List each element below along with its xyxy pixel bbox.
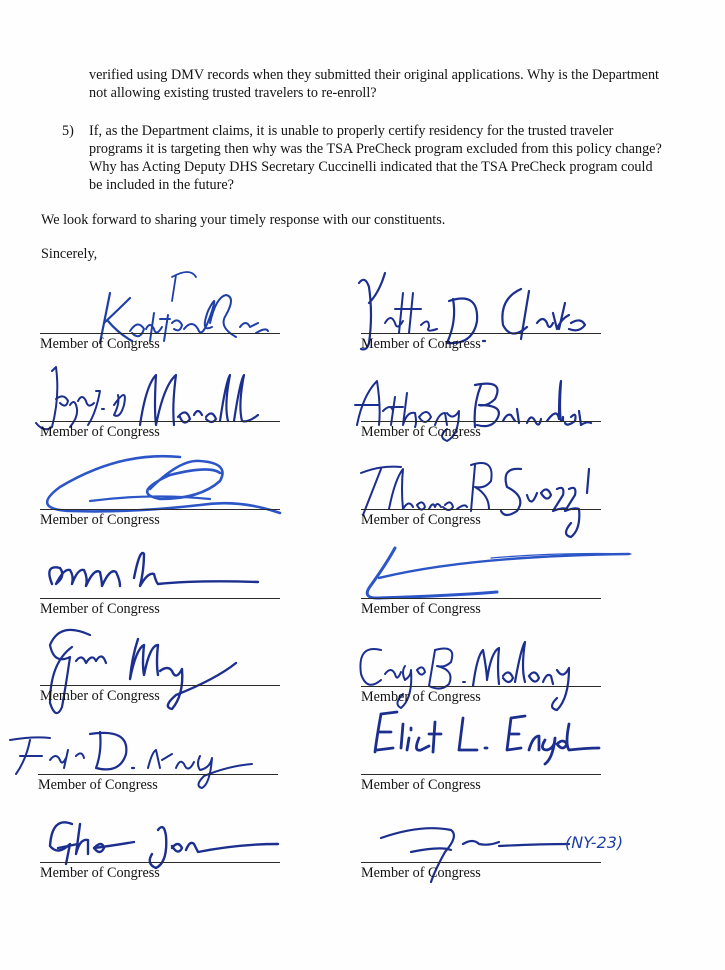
member-of-congress-caption: Member of Congress <box>40 336 160 352</box>
member-of-congress-caption: Member of Congress <box>40 688 160 704</box>
item-5-number: 5) <box>62 123 74 139</box>
item-5-text: If, as the Department claims, it is unable to properly certify residency for the trusted traveler programs it is targeting then why was the TSA PreCheck program excluded from this policy change? Why has Acting Deputy DHS Secretary Cuccinelli indicated that the TSA PreCheck program could be included in the future? <box>89 123 662 193</box>
signature-line <box>40 862 280 863</box>
member-of-congress-caption: Member of Congress <box>40 865 160 881</box>
signature-block-r2-right <box>361 342 601 440</box>
signature-block-r2-left <box>40 342 280 440</box>
signature-block-r6-left <box>38 695 278 793</box>
signature-line <box>361 333 601 334</box>
member-of-congress-caption: Member of Congress <box>361 777 481 793</box>
member-of-congress-caption: Member of Congress <box>361 424 481 440</box>
closing-line: We look forward to sharing your timely response with our constituents. <box>41 212 446 228</box>
member-of-congress-caption: Member of Congress <box>38 777 158 793</box>
handwritten-district-note: (NY-23) <box>565 833 624 852</box>
signature-line <box>361 598 601 599</box>
signature-line <box>40 685 280 686</box>
signature-line <box>361 509 601 510</box>
member-of-congress-caption: Member of Congress <box>361 512 481 528</box>
signature-line <box>361 862 601 863</box>
signature-line <box>40 598 280 599</box>
member-of-congress-caption: Member of Congress <box>40 512 160 528</box>
member-of-congress-caption: Member of Congress <box>40 424 160 440</box>
signature-line <box>361 421 601 422</box>
member-of-congress-caption: Member of Congress <box>361 689 481 705</box>
member-of-congress-caption: Member of Congress <box>361 865 481 881</box>
signature-block-r4-left <box>40 519 280 617</box>
signature-line <box>40 509 280 510</box>
salutation: Sincerely, <box>41 246 98 262</box>
member-of-congress-caption: Member of Congress <box>361 601 481 617</box>
signature-block-r5-left <box>40 606 280 704</box>
signature-block-r4-right <box>361 519 601 617</box>
member-of-congress-caption: Member of Congress <box>361 336 481 352</box>
signature-block-r1-left <box>40 254 280 352</box>
signature-block-r7-left <box>40 783 280 881</box>
signature-block-r3-left <box>40 430 280 528</box>
signature-line <box>40 421 280 422</box>
signature-block-r1-right <box>361 254 601 352</box>
signature-line <box>38 774 278 775</box>
member-of-congress-caption: Member of Congress <box>40 601 160 617</box>
signature-block-r6-right <box>361 695 601 793</box>
signature-line <box>361 686 601 687</box>
signature-block-r7-right <box>361 783 624 881</box>
signature-block-r3-right <box>361 430 601 528</box>
signature-block-r5-right <box>361 607 601 705</box>
signature-line <box>361 774 601 775</box>
item-4-continuation: verified using DMV records when they submitted their original applications. Why is the Department not allowing existing trusted travelers to re-enroll? <box>89 67 660 101</box>
signature-line <box>40 333 280 334</box>
